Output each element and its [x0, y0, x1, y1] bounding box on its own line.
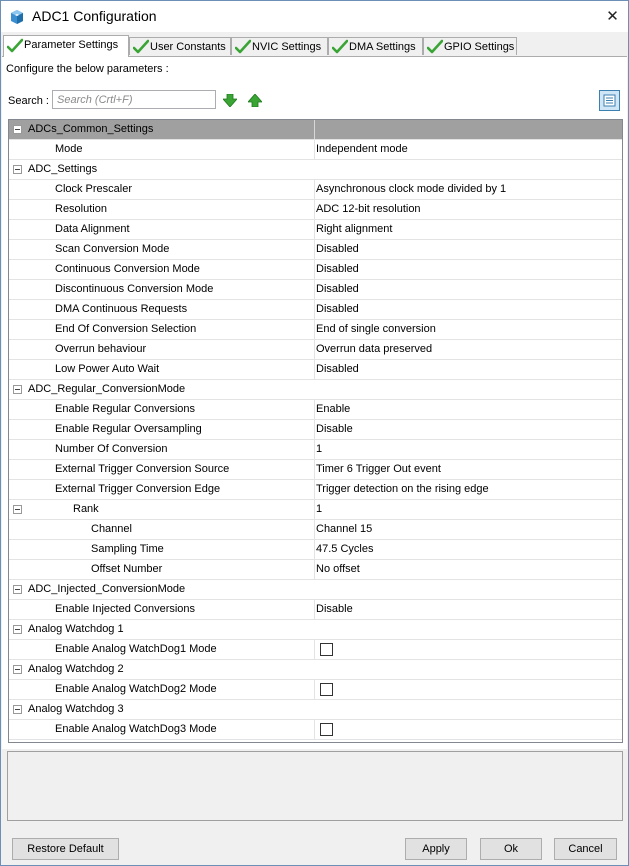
parameter-name: Continuous Conversion Mode: [55, 263, 200, 275]
column-divider: [314, 300, 315, 319]
window-title: ADC1 Configuration: [32, 8, 157, 24]
enable-watchdog-checkbox[interactable]: [320, 643, 333, 656]
tab-dma-settings[interactable]: [328, 37, 423, 55]
parameter-row[interactable]: [9, 220, 622, 240]
parameter-value[interactable]: End of single conversion: [316, 323, 436, 335]
parameter-value[interactable]: 1: [316, 443, 323, 455]
green-check-icon: [235, 39, 251, 55]
column-divider: [314, 480, 315, 499]
parameter-value[interactable]: Disable: [316, 423, 353, 435]
parameter-name: External Trigger Conversion Edge: [55, 483, 221, 495]
parameter-value[interactable]: Disabled: [316, 303, 359, 315]
parameter-row[interactable]: [9, 540, 622, 560]
parameter-row[interactable]: [9, 460, 622, 480]
column-divider: [314, 360, 315, 379]
description-box: [7, 751, 623, 821]
column-divider: [314, 280, 315, 299]
enable-watchdog-checkbox[interactable]: [320, 723, 333, 736]
column-divider: [314, 120, 315, 139]
column-divider: [314, 420, 315, 439]
parameter-value[interactable]: 1: [316, 503, 323, 515]
parameter-value[interactable]: Independent mode: [316, 143, 408, 155]
collapse-icon[interactable]: [13, 625, 22, 634]
parameter-row[interactable]: [9, 600, 622, 620]
tab-label: Parameter Settings: [24, 39, 119, 51]
column-divider: [314, 440, 315, 459]
collapse-icon[interactable]: [13, 165, 22, 174]
column-divider: [314, 320, 315, 339]
collapse-icon[interactable]: [13, 505, 22, 514]
parameter-value[interactable]: ADC 12-bit resolution: [316, 203, 421, 215]
column-divider: [314, 560, 315, 579]
column-divider: [314, 200, 315, 219]
parameter-name: External Trigger Conversion Source: [55, 463, 230, 475]
green-check-icon: [133, 39, 149, 55]
group-name: Rank: [73, 503, 99, 515]
group-name: ADC_Settings: [28, 163, 98, 175]
cube-icon: [9, 9, 25, 25]
apply-button[interactable]: Apply: [405, 838, 467, 860]
search-input[interactable]: [52, 90, 216, 109]
column-divider: [314, 260, 315, 279]
parameter-name: Enable Analog WatchDog3 Mode: [55, 723, 217, 735]
parameter-name: Low Power Auto Wait: [55, 363, 160, 375]
parameter-name: Enable Analog WatchDog2 Mode: [55, 683, 217, 695]
group-row[interactable]: [9, 700, 622, 720]
parameter-settings-panel: [2, 57, 627, 749]
parameter-value[interactable]: Disabled: [316, 363, 359, 375]
column-divider: [314, 240, 315, 259]
parameter-row[interactable]: [9, 420, 622, 440]
parameter-name: Mode: [55, 143, 83, 155]
parameter-row[interactable]: [9, 360, 622, 380]
parameter-name: Resolution: [55, 203, 107, 215]
tab-parameter-settings[interactable]: [3, 35, 129, 57]
parameter-value[interactable]: Disable: [316, 603, 353, 615]
tab-gpio-settings[interactable]: [423, 37, 517, 55]
parameter-value[interactable]: Timer 6 Trigger Out event: [316, 463, 441, 475]
collapse-icon[interactable]: [13, 705, 22, 714]
collapse-icon[interactable]: [13, 385, 22, 394]
parameter-value[interactable]: Overrun data preserved: [316, 343, 433, 355]
parameter-name: Discontinuous Conversion Mode: [55, 283, 214, 295]
group-row[interactable]: [9, 580, 622, 600]
parameter-row[interactable]: [9, 680, 622, 700]
tab-nvic-settings[interactable]: [231, 37, 328, 55]
group-name: ADC_Injected_ConversionMode: [28, 583, 186, 595]
parameter-name: Overrun behaviour: [55, 343, 147, 355]
parameter-row[interactable]: [9, 720, 622, 740]
view-toggle-button[interactable]: [599, 90, 620, 111]
close-button[interactable]: [597, 1, 628, 32]
group-row[interactable]: [9, 160, 622, 180]
group-row[interactable]: [9, 620, 622, 640]
parameter-value[interactable]: Disabled: [316, 243, 359, 255]
parameter-value[interactable]: Right alignment: [316, 223, 393, 235]
parameter-value[interactable]: No offset: [316, 563, 360, 575]
restore-default-button[interactable]: Restore Default: [12, 838, 119, 860]
tab-label: DMA Settings: [349, 41, 416, 53]
tab-label: GPIO Settings: [444, 41, 515, 53]
parameter-value[interactable]: Trigger detection on the rising edge: [316, 483, 489, 495]
collapse-icon[interactable]: [13, 125, 22, 134]
parameter-row[interactable]: [9, 640, 622, 660]
parameter-name: Offset Number: [91, 563, 163, 575]
parameter-row[interactable]: [9, 320, 622, 340]
parameter-row[interactable]: [9, 560, 622, 580]
parameter-row[interactable]: [9, 400, 622, 420]
tab-label: NVIC Settings: [252, 41, 322, 53]
column-divider: [314, 180, 315, 199]
group-name: Analog Watchdog 1: [28, 623, 124, 635]
parameter-grid: [8, 119, 623, 743]
column-divider: [314, 500, 315, 519]
close-icon: ✕: [606, 8, 619, 25]
search-label: Search :: [8, 95, 49, 107]
column-divider: [314, 460, 315, 479]
parameter-name: Enable Injected Conversions: [55, 603, 196, 615]
column-divider: [314, 640, 315, 659]
parameter-name: DMA Continuous Requests: [55, 303, 188, 315]
tab-label: User Constants: [150, 41, 226, 53]
parameter-name: Sampling Time: [91, 543, 164, 555]
parameter-row[interactable]: [9, 260, 622, 280]
group-row[interactable]: [9, 380, 622, 400]
parameter-name: Channel: [91, 523, 132, 535]
parameter-name: End Of Conversion Selection: [55, 323, 197, 335]
configure-instruction: Configure the below parameters :: [6, 63, 169, 75]
column-divider: [314, 400, 315, 419]
parameter-row[interactable]: [9, 280, 622, 300]
parameter-value[interactable]: Enable: [316, 403, 351, 415]
parameter-value[interactable]: 47.5 Cycles: [316, 543, 374, 555]
parameter-name: Enable Analog WatchDog1 Mode: [55, 643, 217, 655]
parameter-row[interactable]: [9, 140, 622, 160]
tab-strip: [2, 35, 627, 56]
group-name: ADC_Regular_ConversionMode: [28, 383, 186, 395]
parameter-row[interactable]: [9, 440, 622, 460]
group-name: Analog Watchdog 2: [28, 663, 124, 675]
green-check-icon: [427, 39, 443, 55]
group-name: Analog Watchdog 3: [28, 703, 124, 715]
column-divider: [314, 220, 315, 239]
parameter-name: Number Of Conversion: [55, 443, 168, 455]
column-divider: [314, 520, 315, 539]
group-row[interactable]: [9, 500, 622, 520]
group-row[interactable]: [9, 660, 622, 680]
parameter-name: Scan Conversion Mode: [55, 243, 170, 255]
group-name: ADCs_Common_Settings: [28, 123, 154, 135]
parameter-name: Data Alignment: [55, 223, 130, 235]
column-divider: [314, 680, 315, 699]
title-bar: [1, 1, 628, 32]
cancel-button[interactable]: Cancel: [554, 838, 617, 860]
parameter-value[interactable]: Channel 15: [316, 523, 373, 535]
parameter-name: Enable Regular Oversampling: [55, 423, 202, 435]
column-divider: [314, 600, 315, 619]
enable-watchdog-checkbox[interactable]: [320, 683, 333, 696]
group-row[interactable]: [9, 120, 622, 140]
parameter-value[interactable]: Disabled: [316, 283, 359, 295]
green-check-icon: [332, 39, 348, 55]
parameter-row[interactable]: [9, 240, 622, 260]
green-check-icon: [7, 38, 23, 54]
column-divider: [314, 720, 315, 739]
parameter-row[interactable]: [9, 520, 622, 540]
green-arrow-up-icon[interactable]: [248, 94, 262, 107]
column-divider: [314, 540, 315, 559]
column-divider: [314, 140, 315, 159]
collapse-icon[interactable]: [13, 585, 22, 594]
parameter-row[interactable]: [9, 300, 622, 320]
ok-button[interactable]: Ok: [480, 838, 542, 860]
list-view-icon: [600, 91, 619, 110]
collapse-icon[interactable]: [13, 665, 22, 674]
parameter-name: Clock Prescaler: [55, 183, 133, 195]
parameter-row[interactable]: [9, 480, 622, 500]
parameter-row[interactable]: [9, 340, 622, 360]
parameter-row[interactable]: [9, 200, 622, 220]
green-arrow-down-icon[interactable]: [223, 94, 237, 107]
parameter-row[interactable]: [9, 180, 622, 200]
column-divider: [314, 340, 315, 359]
parameter-name: Enable Regular Conversions: [55, 403, 196, 415]
parameter-value[interactable]: Asynchronous clock mode divided by 1: [316, 183, 507, 195]
tab-user-constants[interactable]: [129, 37, 231, 55]
parameter-value[interactable]: Disabled: [316, 263, 359, 275]
